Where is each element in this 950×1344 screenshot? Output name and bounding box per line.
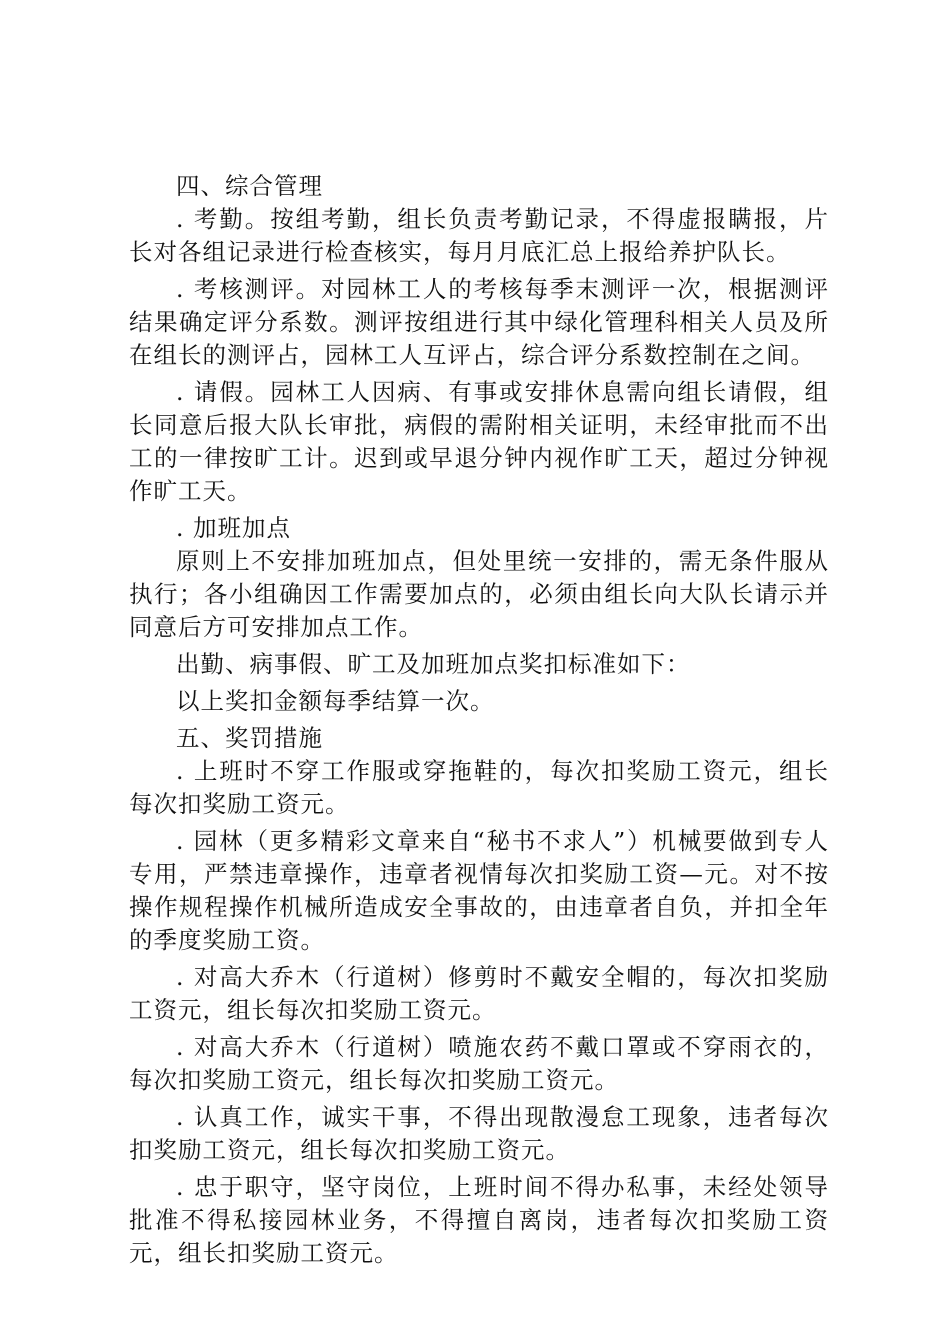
paragraph-rule-pesticide: . 对高大乔木（行道树）喷施农药不戴口罩或不穿雨衣的，每次扣奖励工资元，组长每次扣奖励工资元。	[129, 1033, 829, 1094]
paragraph-rule-diligence: . 认真工作，诚实干事，不得出现散漫怠工现象，违者每次扣奖励工资元，组长每次扣奖励工资元。	[129, 1103, 829, 1164]
section-heading-rewards: 五、奖罚措施	[176, 724, 323, 752]
paragraph-standard: 出勤、病事假、旷工及加班加点奖扣标准如下：	[176, 650, 691, 678]
section-heading-management: 四、综合管理	[176, 172, 323, 200]
paragraph-overtime-title: . 加班加点	[176, 514, 291, 542]
paragraph-rule-machinery: . 园林（更多精彩文章来自“秘书不求人”）机械要做到专人专用，严禁违章操作，违章者视情每次扣奖励工资—元。对不按操作规程操作机械所造成安全事故的，由违章者自负，并扣全年的季度奖励工资。	[129, 827, 829, 954]
paragraph-rule-uniform: . 上班时不穿工作服或穿拖鞋的，每次扣奖励工资元，组长每次扣奖励工资元。	[129, 757, 829, 818]
paragraph-rule-duty: . 忠于职守，坚守岗位，上班时间不得办私事，未经处领导批准不得私接园林业务，不得擅自离岗，违者每次扣奖励工资元，组长扣奖励工资元。	[129, 1173, 829, 1267]
paragraph-settlement: 以上奖扣金额每季结算一次。	[176, 687, 495, 715]
paragraph-assessment: . 考核测评。对园林工人的考核每季末测评一次，根据测评结果确定评分系数。测评按组进行其中绿化管理科相关人员及所在组长的测评占，园林工人互评占，综合评分系数控制在之间。	[129, 275, 829, 369]
paragraph-attendance: . 考勤。按组考勤，组长负责考勤记录，不得虚报瞒报，片长对各组记录进行检查核实，每月月底汇总上报给养护队长。	[129, 205, 829, 266]
paragraph-leave: . 请假。园林工人因病、有事或安排休息需向组长请假，组长同意后报大队长审批，病假的需附相关证明，未经审批而不出工的一律按旷工计。迟到或早退分钟内视作旷工天，超过分钟视作旷工天。	[129, 378, 829, 505]
document-body	[129, 170, 829, 1274]
paragraph-overtime-body: 原则上不安排加班加点，但处里统一安排的，需无条件服从执行；各小组确因工作需要加点的，必须由组长向大队长请示并同意后方可安排加点工作。	[129, 547, 829, 641]
paragraph-rule-helmet: . 对高大乔木（行道树）修剪时不戴安全帽的，每次扣奖励工资元，组长每次扣奖励工资元。	[129, 963, 829, 1024]
